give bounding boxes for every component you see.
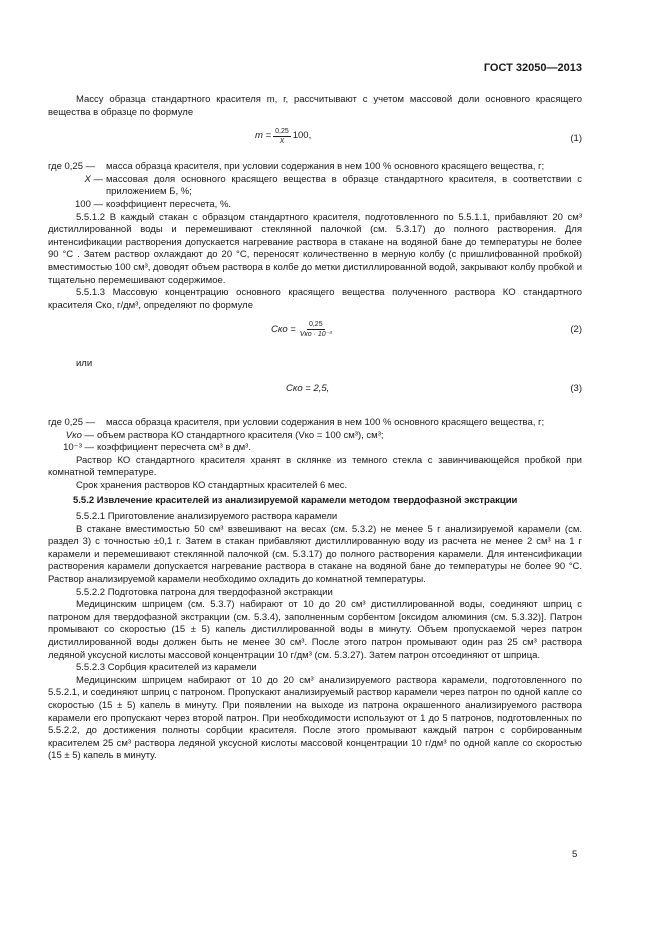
definition-term: 100 — — [75, 198, 103, 210]
definition-term: где 0,25 — — [48, 161, 96, 173]
subsection-heading-5-5-2-3: 5.5.2.3 Сорбция красителей из карамели — [76, 662, 257, 674]
definition-term: где 0,25 — — [48, 416, 96, 428]
definition-text: масса образца красителя, при условии содержания в нем 100 % основного красящего вещества, г; — [106, 161, 545, 173]
paragraph-5-5-1-2: 5.5.1.2 В каждый стакан с образцом стандартного красителя, подготовленного по 5.5.1.1, прибавляют 20 см³ дистиллированной воды и перемешивают стеклянной палочкой (см. 5.3.17) до полного растворения. Для интенсификации растворения допускается нагревание раствора в стакане на водяной бане до температуры не более 90 °С . Затем раствор охлаждают до 20 °С, переносят количественно в мерную колбу (с пришлифованной пробкой) вместимостью 100 см³, доводят объем раствора в колбе до метки дистиллированной водой, закрывают колбу пробкой и тщательно перемешивают содержимое. — [48, 211, 582, 286]
paragraph-5-5-2-1: В стакане вместимостью 50 см³ взвешивают на весах (см. 5.3.2) не менее 5 г анализируемой карамели (см. раздел 3) с точностью ±0,1 г. Затем в стакан прибавляют дистиллированную воду из расчета не менее 2 см³ на 1 г карамели и перемешивают стеклянной палочкой (см. 5.3.17) до полного растворения карамели. Для интенсификации растворения карамели допускается нагревание раствора в стакане на водяной бане до температуры не более 90 °С. Раствор анализируемой карамели необходимо охладить до комнатной температуры. — [48, 523, 582, 586]
subsection-heading-5-5-2-1: 5.5.2.1 Приготовление анализируемого раствора карамели — [76, 511, 338, 523]
formula-3 — [48, 375, 582, 403]
definition-text: объем раствора КО стандартного красителя (Vко = 100 см³), см³; — [97, 429, 384, 441]
definition-term: X — — [84, 173, 103, 185]
definition-term: Vко — — [65, 429, 94, 441]
formula-1-numerator: 0,25 — [275, 128, 289, 136]
or-word: или — [76, 358, 93, 370]
formula-2-denominator: Vко · 10⁻³ — [299, 331, 332, 339]
formula-3-text: Cко = 2,5, — [286, 382, 330, 394]
formula-1 — [48, 127, 582, 157]
definition-row — [48, 442, 582, 455]
formula-3-number: (3) — [570, 382, 582, 394]
section-heading-5-5-2: 5.5.2 Извлечение красителей из анализируемой карамели методом твердофазной экстракции — [73, 495, 518, 507]
paragraph-storage: Раствор КО стандартного красителя хранят в склянке из темного стекла с завинчивающейся пробкой при комнатной температуре. — [48, 454, 582, 479]
paragraph-shelf-life: Срок хранения растворов КО стандартных красителей 6 мес. — [76, 479, 348, 491]
formula-1-lhs: m = — [255, 130, 272, 142]
paragraph-5-5-2-2: Медицинским шприцем (см. 5.3.7) набирают от 10 до 20 см³ дистиллированной воды, соединяют шприц с патроном для твердофазной экстракции (см. 5.3.4), заполненным сорбентом [оксидом алюминия (см. 5.3.32)]. Патрон промывают со скоростью (15 ± 5) капель дистиллированной воды в минуту. Объем пропускаемой через патрон дистиллированной воды должен быть не менее 30 см³. После этого патрон промывают один раз 25 см³ раствора ледяной уксусной кислоты массовой концентрации 10 г/дм³ (см. 5.3.27). Затем патрон отсоединяют от шприца. — [48, 599, 582, 661]
definition-text: масса образца красителя, при условии содержания в нем 100 % основного красящего вещества, г; — [106, 416, 545, 428]
definition-text: коэффициент пересчета см³ в дм³. — [97, 442, 251, 454]
definition-row — [48, 161, 582, 174]
definition-row — [48, 199, 582, 212]
formula-1-number: (1) — [570, 133, 582, 145]
formula-2-lhs: Cко = — [271, 323, 296, 335]
document-body — [48, 94, 582, 763]
definitions-2 — [48, 417, 582, 455]
definition-text: массовая доля основного красящего вещества в образце стандартного красителя, в соответствии с приложением Б, %; — [106, 173, 582, 198]
paragraph-5-5-1-3: 5.5.1.3 Массовую концентрацию основного красящего вещества полученного раствора КО стандартного красителя Cко, г/дм³, определяют по формуле — [48, 287, 582, 311]
definition-row — [48, 430, 582, 443]
formula-2-fraction — [298, 320, 334, 339]
definition-text: коэффициент пересчета, %. — [106, 198, 232, 210]
paragraph-5-5-2-3: Медицинским шприцем набирают от 10 до 20 см³ анализируемого раствора карамели, подготовленного по 5.5.2.1, и соединяют шприц с патроном. Пропускают анализируемый раствор карамели через патрон по одной капле со скоростью (15 ± 5) капель в минуту. При появлении на выходе из патрона окрашенного анализируемого раствора карамели его пропускают через второй патрон. При необходимости используют от 1 до 5 патронов, подготовленных по 5.5.2.2, до достижения полноты сорбции красителя. После этого промывают каждый патрон с сорбированным красителем 25 см³ раствора ледяной уксусной кислоты массовой концентрации 10 г/дм³ по одной капле со скоростью (15 ± 5) капель в минуту. — [48, 674, 582, 762]
formula-2 — [48, 318, 582, 352]
definitions-1 — [48, 161, 582, 211]
standard-designation: ГОСТ 32050—2013 — [483, 62, 582, 74]
formula-1-denominator: X — [279, 138, 285, 146]
definition-row — [48, 174, 582, 199]
definition-row — [48, 417, 582, 430]
formula-2-numerator: 0,25 — [308, 321, 323, 329]
formula-2-number: (2) — [570, 324, 582, 336]
formula-1-fraction — [273, 127, 291, 146]
subsection-heading-5-5-2-2: 5.5.2.2 Подготовка патрона для твердофазной экстракции — [76, 586, 333, 598]
formula-1-tail: 100, — [292, 130, 312, 142]
page-number: 5 — [572, 849, 578, 860]
definition-term: 10⁻³ — — [63, 442, 94, 454]
paragraph-mass-intro: Массу образца стандартного красителя m, г, рассчитывают с учетом массовой доли основного красящего вещества в образце по формуле — [48, 94, 582, 118]
